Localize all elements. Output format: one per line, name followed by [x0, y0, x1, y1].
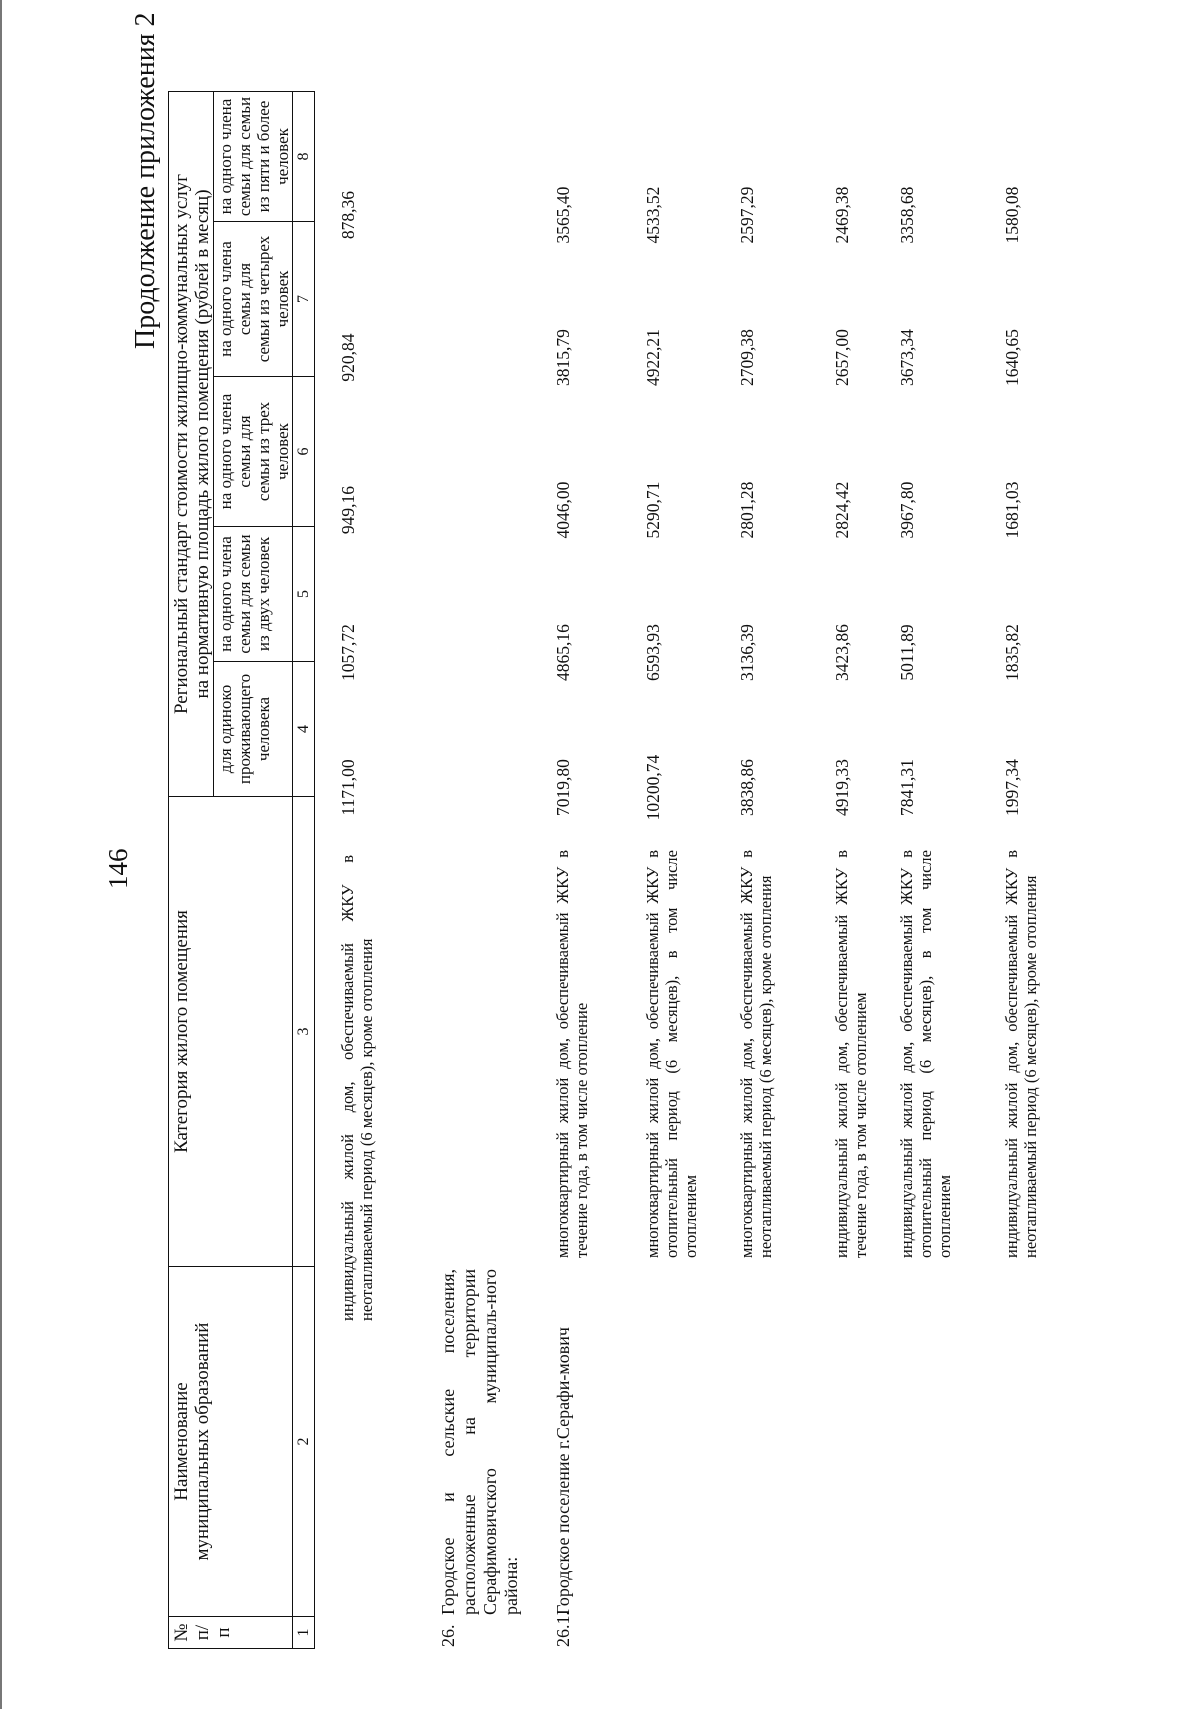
row-3-value-2: 6593,93 [643, 624, 663, 681]
row-6-value-5: 3358,68 [897, 186, 917, 244]
row-5-value-3: 2824,42 [832, 481, 852, 539]
row-0-value-5: 878,36 [338, 190, 358, 240]
row-0-category: индивидуальный жилой дом, обеспечиваемый ЖКУ в неотапливаемый период (6 месяцев), кроме отопления [338, 855, 376, 1321]
row-2-category: многоквартирный жилой дом, обеспечиваемый ЖКУ в течение года, в том числе отопление [553, 850, 591, 1258]
header-standard: Региональный стандарт стоимости жилищно-коммунальных услуг на нормативную площадь жилого помещения (рублей в месяц) [169, 92, 214, 797]
row-7-value-4: 1640,65 [1002, 329, 1022, 386]
col-number-6: 6 [293, 377, 315, 527]
row-2-name: Городское поселение г.Серафи-мович [553, 1327, 573, 1615]
row-0-value-4: 920,84 [338, 333, 358, 382]
row-2-value-5: 3565,40 [553, 186, 573, 244]
row-6-value-1: 7841,31 [897, 759, 917, 816]
col-number-1: 1 [293, 1617, 315, 1649]
row-5-value-2: 3423,86 [832, 624, 852, 681]
header-sub-2: на одного члена семьи для семьи из двух человек [214, 527, 293, 662]
col-number-2: 2 [293, 1267, 315, 1617]
row-7-value-5: 1580,08 [1002, 186, 1022, 244]
row-6-value-2: 5011,89 [897, 624, 917, 681]
col-number-5: 5 [293, 527, 315, 662]
row-4-value-4: 2709,38 [737, 329, 757, 386]
row-4-value-2: 3136,39 [737, 624, 757, 681]
row-7-value-1: 1997,34 [1002, 759, 1022, 816]
header-sub-3: на одного члена семьи для семьи из трех человек [214, 377, 293, 527]
row-7-category: индивидуальный жилой дом, обеспечиваемый ЖКУ в неотапливаемый период (6 месяцев), кроме отопления [1002, 850, 1040, 1258]
row-3-value-4: 4922,21 [643, 329, 663, 386]
col-number-7: 7 [293, 222, 315, 377]
row-3-value-5: 4533,52 [643, 186, 663, 244]
row-2-no: 26.1. [553, 1611, 573, 1647]
row-2-value-2: 4865,16 [553, 624, 573, 681]
row-4-category: многоквартирный жилой дом, обеспечиваемый ЖКУ в неотапливаемый период (6 месяцев), кроме отопления [737, 850, 775, 1258]
row-2-value-1: 7019,80 [553, 759, 573, 816]
col-number-8: 8 [293, 92, 315, 222]
header-category: Категория жилого помещения [169, 797, 293, 1267]
row-6-value-3: 3967,80 [897, 481, 917, 539]
row-3-value-3: 5290,71 [643, 481, 663, 539]
header-name: Наименование муниципальных образований [169, 1267, 293, 1617]
page-number: 146 [103, 848, 133, 889]
col-number-3: 3 [293, 797, 315, 1267]
row-5-value-5: 2469,38 [832, 186, 852, 244]
row-5-value-1: 4919,33 [832, 759, 852, 816]
row-1-name: Городское и сельские поселения, расположенные на территории Серафимовичского муниципаль-ного района: [438, 1269, 521, 1615]
row-6-category: индивидуальный жилой дом, обеспечиваемый ЖКУ в отопительный период (6 месяцев), в том числе отоплением [897, 850, 954, 1258]
row-1-no: 26. [438, 1624, 458, 1647]
table-header [168, 91, 315, 1649]
header-no: № п/п [169, 1617, 293, 1649]
row-7-value-2: 1835,82 [1002, 624, 1022, 681]
row-2-value-3: 4046,00 [553, 481, 573, 539]
row-6-value-4: 3673,34 [897, 329, 917, 386]
row-3-category: многоквартирный жилой дом, обеспечиваемый ЖКУ в отопительный период (6 месяцев), в том числе отоплением [643, 850, 700, 1258]
scan-edge-line [0, 0, 2, 1709]
row-3-value-1: 10200,74 [643, 754, 663, 821]
row-4-value-1: 3838,86 [737, 759, 757, 816]
row-4-value-3: 2801,28 [737, 481, 757, 539]
row-4-value-5: 2597,29 [737, 186, 757, 244]
col-number-4: 4 [293, 662, 315, 797]
row-0-value-2: 1057,72 [338, 624, 358, 681]
row-0-value-3: 949,16 [338, 485, 358, 535]
header-sub-5: на одного члена семьи для семьи из пяти и более человек [214, 92, 293, 222]
row-2-value-4: 3815,79 [553, 329, 573, 386]
continuation-label: Продолжение приложения 2 [130, 12, 161, 349]
row-7-value-3: 1681,03 [1002, 481, 1022, 539]
header-sub-1: для одиноко проживающего человека [214, 662, 293, 797]
row-5-value-4: 2657,00 [832, 329, 852, 386]
row-0-value-1: 1171,00 [338, 759, 358, 816]
row-5-category: индивидуальный жилой дом, обеспечиваемый ЖКУ в течение года, в том числе отоплением [832, 850, 870, 1258]
header-sub-4: на одного члена семьи для семьи из четырех человек [214, 222, 293, 377]
